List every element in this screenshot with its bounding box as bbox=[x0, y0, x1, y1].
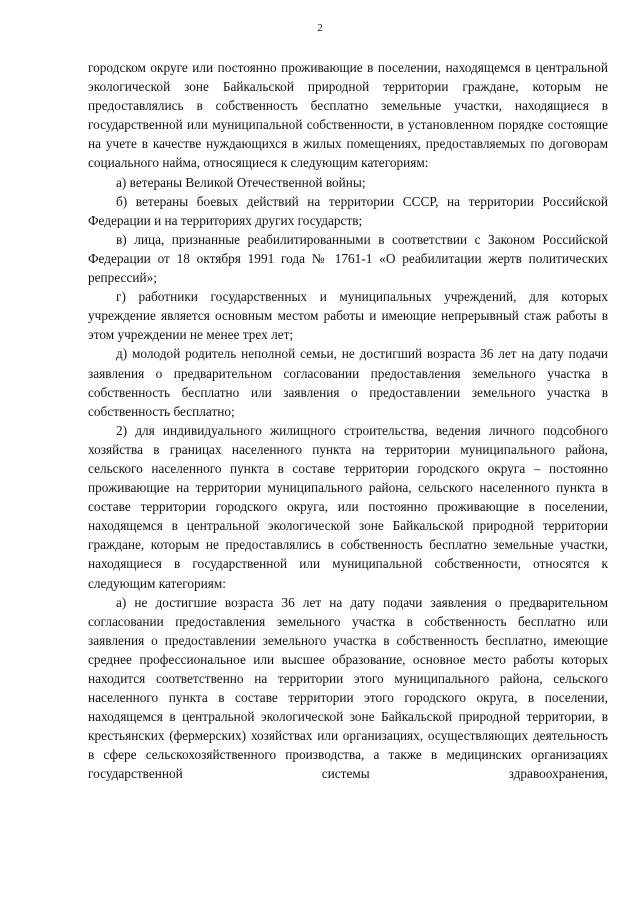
paragraph-item-g-employees: г) работники государственных и муниципальных учреждений, для которых учреждение является основным местом работы и имеющие непрерывный стаж работы в этом учреждении не менее трех лет; bbox=[88, 289, 608, 343]
paragraph-section-2: 2) для индивидуального жилищного строительства, ведения личного подсобного хозяйства в границах населенного пункта на территории муниципального района, сельского населенного пункта в составе территории городского округа – постоянно проживающие на территории муниципального района, сельского населенного пункта в составе территории городского округа, или постоянно проживающие в поселении, находящемся в центральной экологической зоне Байкальской природной территории граждане, которым не предоставлялись в собственность бесплатно земельные участки, находящиеся в государственной или муниципальной собственности, относятся к следующим категориям: bbox=[88, 422, 608, 591]
paragraph-item-a-veterans-ww2: а) ветераны Великой Отечественной войны; bbox=[116, 174, 366, 190]
document-body bbox=[88, 58, 608, 784]
paragraph-section-2-item-a: а) не достигшие возраста 36 лет на дату подачи заявления о предварительном согласовании предоставления земельного участка в собственность бесплатно или заявления о предоставлении земельного участка в собственность бесплатно, имеющие среднее профессиональное или высшее образование, основное место работы которых находится соответственно на территории этого муниципального района, сельского населенного пункта в составе территории этого городского округа, в поселении, находящемся в центральной экологической зоне Байкальской природной территории, в крестьянских (фермерских) хозяйствах или организациях, осуществляющих деятельность в сфере сельскохозяйственного производства, а также в медицинских организациях государственной системы здравоохранения, bbox=[88, 594, 608, 782]
paragraph-item-b-combat-veterans: б) ветераны боевых действий на территории СССР, на территории Российской Федерации и на территориях других государств; bbox=[88, 193, 608, 228]
paragraph-item-v-rehabilitated: в) лица, признанные реабилитированными в соответствии с Законом Российской Федерации от 18 октября 1991 года № 1761-1 «О реабилитации жертв политических репрессий»; bbox=[88, 231, 608, 286]
page-number: 2 bbox=[317, 22, 323, 34]
paragraph-item-d-young-parent: д) молодой родитель неполной семьи, не достигший возраста 36 лет на дату подачи заявления о предварительном согласовании предоставления земельного участка в собственность бесплатно или заявления о предоставлении земельного участка в собственность бесплатно; bbox=[88, 346, 608, 419]
paragraph-intro: городском округе или постоянно проживающие в поселении, находящемся в центральной экологической зоне Байкальской природной территории граждане, которым не предоставлялись в собственность бесплатно земельные участки, находящиеся в государственной или муниципальной собственности, в установленном порядке состоящие на учете в качестве нуждающихся в жилых помещениях, предоставляемых по договорам социального найма, относящиеся к следующим категориям: bbox=[88, 60, 608, 171]
